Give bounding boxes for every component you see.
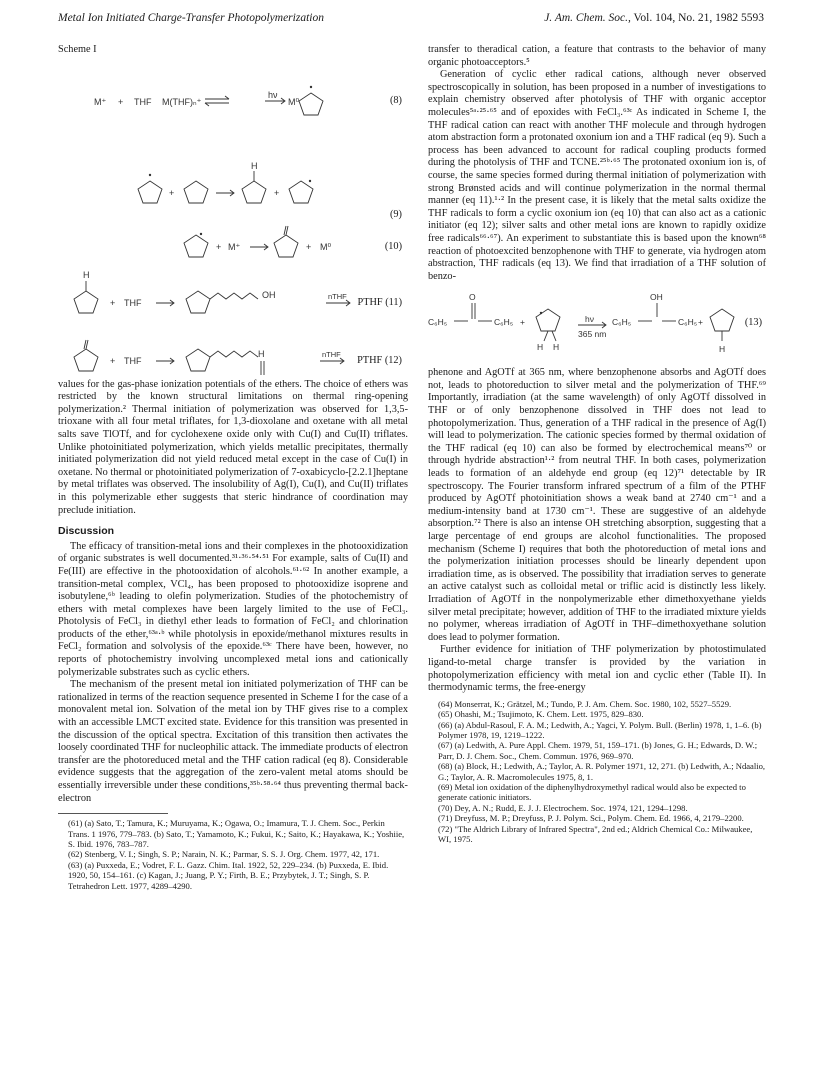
eq11-label: PTHF (11) (357, 296, 402, 308)
paragraph-discussion-2: The mechanism of the present metal ion initiated polymerization of THF can be rationalized in terms of the reaction sequence presented in Scheme I for the case of a monovalent metal ion. Solvation of the metal ion by THF gives rise to a complex with an accessible LMCT excited state. Evidence for this transition was presented in the discussion of the optical spectra. Excitation of this transition then activates the loosely coordinated THF for nucleophilic attack. The immediate products of electron transfer are the photoreduced metal and the THF cation radical (eq 8). Considerable evidence suggests that the aggregation of the zero-valent metal atoms should be essentially irreversible under these conditions,³⁵ᵇ·⁵⁸·⁶⁴ thus preventing thermal back-electron (58, 679, 408, 804)
scheme-structures (58, 63, 408, 375)
thf-ring-eq9a (138, 181, 162, 203)
eq12-label: PTHF (12) (357, 354, 402, 366)
volume-page: Vol. 104, No. 21, 1982 5593 (633, 12, 764, 24)
references-left (58, 818, 408, 891)
section-heading-discussion: Discussion (58, 525, 115, 538)
paragraph-further-evidence: Further evidence for initiation of THF polymerization by photostimulated ligand-to-metal charge transfer is provided by the variation in photopolymerization efficiency with metal ion and cyclic ether (Table II). In thermodynamic terms, the free-energy (428, 644, 766, 694)
eq11-plus: + (110, 297, 116, 308)
reference-item: (72) "The Aldrich Library of Infrared Spectra", 2nd ed.; Aldrich Chemical Co.: Milwaukee, WI, 1975. (438, 823, 753, 844)
eq8-number: (8) (389, 94, 402, 106)
eq12-thf: THF (124, 355, 142, 366)
scheme-i (58, 63, 408, 375)
eq12-h: H (258, 348, 265, 359)
reference-item: (69) Metal ion oxidation of the diphenylhydroxymethyl radical would also be expected to generate cationic initiators. (438, 781, 746, 803)
eq13-structures (428, 291, 766, 361)
journal-citation (544, 12, 764, 24)
eq8-thf: THF (134, 96, 152, 107)
eq13-carbonyl-o: O (469, 292, 476, 303)
thf-ring-eq11a (74, 291, 98, 313)
eq8-hv: hν (268, 89, 278, 100)
eq13-plus-a: + (520, 317, 525, 328)
right-column (428, 44, 766, 844)
left-column (58, 44, 408, 891)
eq9-plus-a: + (169, 187, 175, 198)
eq10-plus-a: + (216, 241, 222, 252)
reference-item: (62) Stenberg, V. I.; Singh, S. P.; Narain, N. K.; Parmar, S. S. J. Org. Chem. 1977, 42, 171. (68, 849, 380, 860)
eq11-nthf: nTHF (328, 291, 347, 301)
eq13-plus-b: + (698, 317, 703, 328)
chain-eq11 (210, 293, 258, 299)
thf-ring-eq8 (299, 93, 323, 115)
eq13-phenyl-c: C₆H₅ (612, 317, 632, 328)
running-title: Metal Ion Initiated Charge-Transfer Photopolymerization (58, 12, 324, 24)
eq8-plus: + (118, 96, 124, 107)
paragraph-ionization: values for the gas-phase ionization potentials of the ethers. The choice of ethers was restricted by the known structural limitations on thermal ring-opening polymerization.² Thermal initiation of polymerization was observed for 1,3,5-trioxane with all four metal triflates, for 1,3-dioxolane and oxetane with all metal salts save TlOTf, and for cyclohexene oxide only with Cu(I) and Cu(II) triflates. Unlike photoinitiated polymerization, which yields metallic precipitates, thermally initiated polymerization did not yield reduced metal except in the case of Cu(I) in oxetane. No thermal or photoinitiated polymerization of 7-oxabicyclo-[2.2.1]heptane by metal triflates was observed. The insolubility of Ag(I), Cu(I), and Cu(II) triflates in this polymerizable ether suggests that steric hindrance of coordination may preclude initiation. (58, 378, 408, 516)
thf-ring-eq12b (186, 349, 210, 371)
scheme-title: Scheme I (58, 44, 97, 55)
eq10-m0: M⁰ (320, 241, 332, 252)
reference-item: (66) (a) Abdul-Rasoul, F. A. M.; Ledwith, A.; Yagci, Y. Polym. Bull. (Berlin) 1978, 1, 1–6. (b) Polymer 1978, 19, 1219–1222. (438, 719, 762, 740)
thf-ring-eq10b (274, 235, 298, 257)
eq13-h-a: H (537, 342, 544, 353)
eq11-h: H (83, 269, 90, 280)
eq10-m-plus: M⁺ (228, 241, 241, 252)
reference-item: (65) Ohashi, M.; Tsujimoto, K. Chem. Lett. 1975, 829–830. (438, 709, 644, 720)
eq11-thf: THF (124, 297, 142, 308)
paragraph-discussion-1: The efficacy of transition-metal ions and their complexes in the photooxidization of organic substrates is well documented.³¹·³⁶·⁵⁴·⁵¹ For example, salts of Cu(II) and Fe(III) are effective in the photooxidation of alcohols.⁶¹·⁶² In another example, a transition-metal complex, VCl₄, has been proposed to photooxidize isoprene and isobutylene,⁶ᵇ leading to olefin polymerization. Studies of the photochemistry of ethers with metal complexes have been largely limited to the use of FeCl₃. Photolysis of FeCl₃ in diethyl ether leads to formation of FeCl₂ and chlorination products of the ether,⁶³ᵃ·ᵇ while photolysis in epoxide/methanol mixtures results in FeCl₂ formation and solvolysis of the epoxide.⁶³ᶜ There have been, however, no reports of photochemistry involving uncomplexed metal ions and cationically polymerizable substrates such as cyclic ethers. (58, 540, 408, 678)
references-right (428, 699, 766, 845)
journal-name: J. Am. Chem. Soc., (544, 12, 631, 24)
eq9-h: H (251, 160, 258, 171)
eq8-m-thf-complex: M(THF)ₙ⁺ (162, 96, 202, 107)
reference-item: (67) (a) Ledwith, A. Pure Appl. Chem. 1979, 51, 159–171. (b) Jones, G. H.; Edwards, D. W.; Parr, D. J. Chem. Soc., Chem. Commun. 1976, 969–970. (438, 740, 758, 761)
eq8-m0: M⁰ (288, 96, 300, 107)
eq11-oh: OH (262, 289, 276, 300)
eq10-number: (10) (384, 240, 402, 252)
eq13-phenyl-a: C₆H₅ (428, 317, 448, 328)
thf-ring-eq11b (186, 291, 210, 313)
paragraph-transfer: transfer to theradical cation, a feature that contrasts to the behavior of many organic photoacceptors.⁵ (428, 44, 766, 68)
eq9-plus-b: + (274, 187, 280, 198)
eq13-hv: hν (585, 314, 594, 325)
thf-ring-eq9c (242, 181, 266, 203)
thf-ring-eq13a (536, 309, 560, 331)
eq13-h-c: H (719, 344, 726, 355)
equation-13 (428, 291, 766, 361)
reference-item: (68) (a) Block, H.; Ledwith, A.; Taylor, A. R. Polymer 1971, 12, 271. (b) Ledwith, A.; Ndaalio, G.; Taylor, A. R. Macromolecules 1975, 8, 1. (438, 761, 766, 782)
reference-item: (61) (a) Sato, T.; Tamura, K.; Muruyama, K.; Ogawa, O.; Imamura, T. J. Chem. Soc., Perkin Trans. 1 1976, 779–783. (b) Sato, T.; Yamamoto, K.; Fukui, K.; Saito, K.; Hayakawa, K.; Yoshiie, S. Ibid. 1976, 783–787. (68, 818, 405, 849)
eq12-nthf: nTHF (322, 349, 341, 359)
eq10-plus-b: + (306, 241, 312, 252)
eq13-hydroxyl: OH (650, 292, 663, 303)
reference-item: (71) Dreyfuss, M. P.; Dreyfuss, P. J. Polym. Sci., Polym. Chem. Ed. 1966, 4, 2179–2200. (438, 813, 744, 824)
eq8-m-plus: M⁺ (94, 96, 107, 107)
thf-ring-eq13b (710, 309, 734, 331)
eq13-phenyl-b: C₆H₅ (494, 317, 514, 328)
reference-item: (70) Dey, A. N.; Rudd, E. J. J. Electrochem. Soc. 1974, 121, 1294–1298. (438, 802, 688, 813)
reference-item: (63) (a) Puxxeda, E.; Vodret, F. L. Gazz. Chim. Ital. 1922, 52, 229–234. (b) Puxxeda, E. Ibid. 1920, 50, 154–161. (c) Kagan, J.; Juang, P. Y.; Firth, B. E.; Przybytek, J. T.; Singh, S. P. Tetrahedron Lett. 1977, 4289–4290. (68, 859, 389, 891)
thf-ring-eq9b (184, 181, 208, 203)
page-header (58, 12, 764, 30)
thf-ring-eq9d (289, 181, 313, 203)
eq13-phenyl-d: C₆H₅ (678, 317, 698, 328)
eq13-wavelength: 365 nm (578, 329, 607, 340)
paragraph-benzophenone: phenone and AgOTf at 365 nm, where benzophenone absorbs and AgOTf does not, leads to photoreduction to silver metal and the polymerization of THF.⁶⁹ Importantly, irradiation (at the same wavelength) of only AgOTf dissolved in THF or of only benzophenone dissolved in THF does not lead to photopolymerization. Thus, generation of a THF radical in the presence of Ag(I) will lead to polymerization. The cationic species formed by thermal oxidation of the THF radical (eq 10) can also be formed by electrochemical means⁷⁰ or through hydride abstraction¹·² from neutral THF. In both cases, polymerization leads to formation of an aldehyde end group (eq 12)⁷¹ detectable by IR spectroscopy. The Fourier transform infrared spectrum of a film of the PTHF produced by AgOTf photoinitiation shows a weak band at 2740 cm⁻¹ and a medium-intensity band at 1730 cm⁻¹. These are suggestive of an aldehyde absorption.⁷² There is also an intense OH stretching absorption, suggesting that a large percentage of end groups are alcohol functionalities. The proposed mechanism (Scheme I) requires that both the photoreduction of metal ions and the polymerization initiation processes should be linearly dependent upon irradiation time, as is observed. The possibility that irradiation serves to generate an active catalyst such as colloidal metal or triflic acid is distinctly less likely. Irradiation of AgOTf in the nonpolymerizable ether dimethoxyethane yields silver metal precipitate; however, addition of THF to the irradiated mixture yields no polymer, whereas irradiation of AgOTf in THF–dimethoxyethane solution does lead to polymer formation. (428, 367, 766, 643)
chain-eq12 (210, 351, 258, 357)
reference-item: (64) Monserrat, K.; Grätzel, M.; Tundo, P. J. Am. Chem. Soc. 1980, 102, 5527–5529. (438, 698, 732, 709)
eq13-h-b: H (553, 342, 560, 353)
thf-ring-eq10a (184, 235, 208, 257)
eq12-plus: + (110, 355, 116, 366)
paragraph-generation: Generation of cyclic ether radical cations, although never observed spectroscopically in solution, has been proposed in a number of investigations to explain chemistry observed after photolysis of THF with organic acceptor molecules⁵ᵃ·²⁵·⁶⁵ and of epoxides with FeCl₃.⁶³ᶜ As indicated in Scheme I, the THF radical cation can react with another THF molecule and through hydrogen atom abstraction form a protonated oxonium ion and a THF radical (eq 9). Such a process has been advanced to account for radical coupling products formed during the photolysis of THF and TCNE.²⁵ᵇ·⁶⁵ The protonated oxonium ion is, of course, the same species formed during thermal initiation of polymerization with strong Brønsted acids and will continue polymerization in the normal thermal manner (eq 11).¹·² In the present case, it is likely that the metal salts oxidize the THF radicals to form a cyclic oxonium ion (eq 10) that can also act as a cationic initiator (eq 12); silver salts and other metal ions are known to rapidly oxidize free radicals⁶⁶·⁶⁷). An experiment to substantiate this is based upon the known⁶⁸ reaction of photoexcited benzophenone with THF to generate, via hydrogen atom abstraction, THF radicals (eq 13). We find that irradiation of a THF solution of benzo- (428, 69, 766, 282)
footnote-rule (58, 813, 168, 814)
thf-ring-eq12a (74, 349, 98, 371)
eq9-number: (9) (389, 208, 402, 220)
eq13-number: (13) (744, 317, 762, 329)
